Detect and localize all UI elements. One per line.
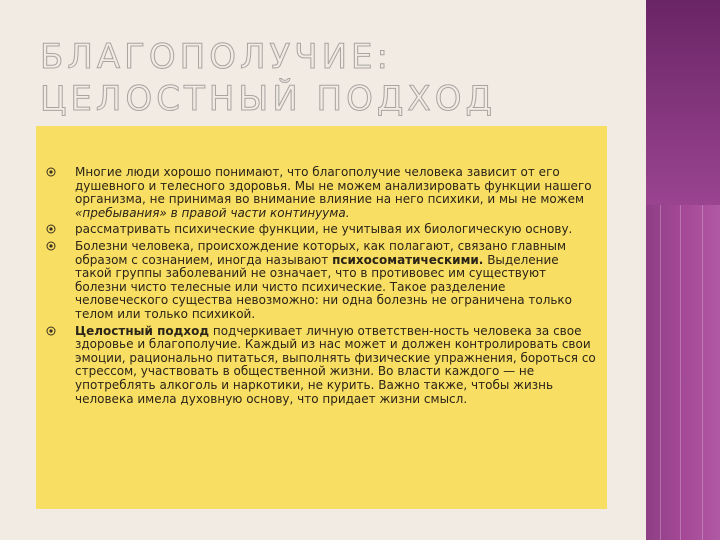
content-panel [36, 126, 607, 509]
circled-dot-icon [46, 241, 56, 251]
bullet-italic-text: «пребывания» в правой части континуума. [75, 205, 350, 220]
bullet-bold-text: психосоматическими. [332, 252, 484, 267]
bullet-item [46, 325, 596, 407]
bullet-item [46, 166, 596, 220]
bullet-text: Многие люди хорошо понимают, что благополучие человека зависит от его душевного и телесного здоровья. Мы не можем анализировать функции нашего организма, не принимая во внимание влияние на него психики, и мы не можем [75, 165, 592, 207]
slide-title: БЛАГОПОЛУЧИЕ: ЦЕЛОСТНЫЙ ПОДХОД [40, 37, 497, 119]
circled-dot-icon [46, 224, 56, 234]
bullet-text: рассматривать психические функции, не учитывая их биологическую основу. [75, 222, 573, 237]
bullet-item [46, 240, 596, 322]
decorative-sidebar-top [646, 0, 720, 205]
circled-dot-icon [46, 326, 56, 336]
bullet-list [46, 166, 596, 409]
bullet-text: Болезни человека, происхождение которых, как полагают, связано главным образом с сознанием, иногда называют [75, 238, 567, 267]
bullet-text: Выделение такой группы заболеваний не означает, что в противовес им существуют болезни чисто телесные или чисто психические. Такое разделение человеческого существа невозможно: ни одна болезнь не ограничена только телом или только психикой. [75, 252, 573, 321]
bullet-text: подчеркивает личную ответствен-ность человека за свое здоровье и благополучие. Каждый из нас может и должен контролировать свои эмоции, рационально питаться, выполнять физические упражнения, бороться со стрессом, участвовать в общественной жизни. Во власти каждого — не употреблять алкоголь и наркотики, не курить. Важно также, чтобы жизнь человека имела духовную основу, что придает жизни смысл. [75, 323, 596, 406]
circled-dot-icon [46, 167, 56, 177]
bullet-bold-text: Целостный подход [75, 323, 210, 338]
bullet-item [46, 223, 596, 237]
